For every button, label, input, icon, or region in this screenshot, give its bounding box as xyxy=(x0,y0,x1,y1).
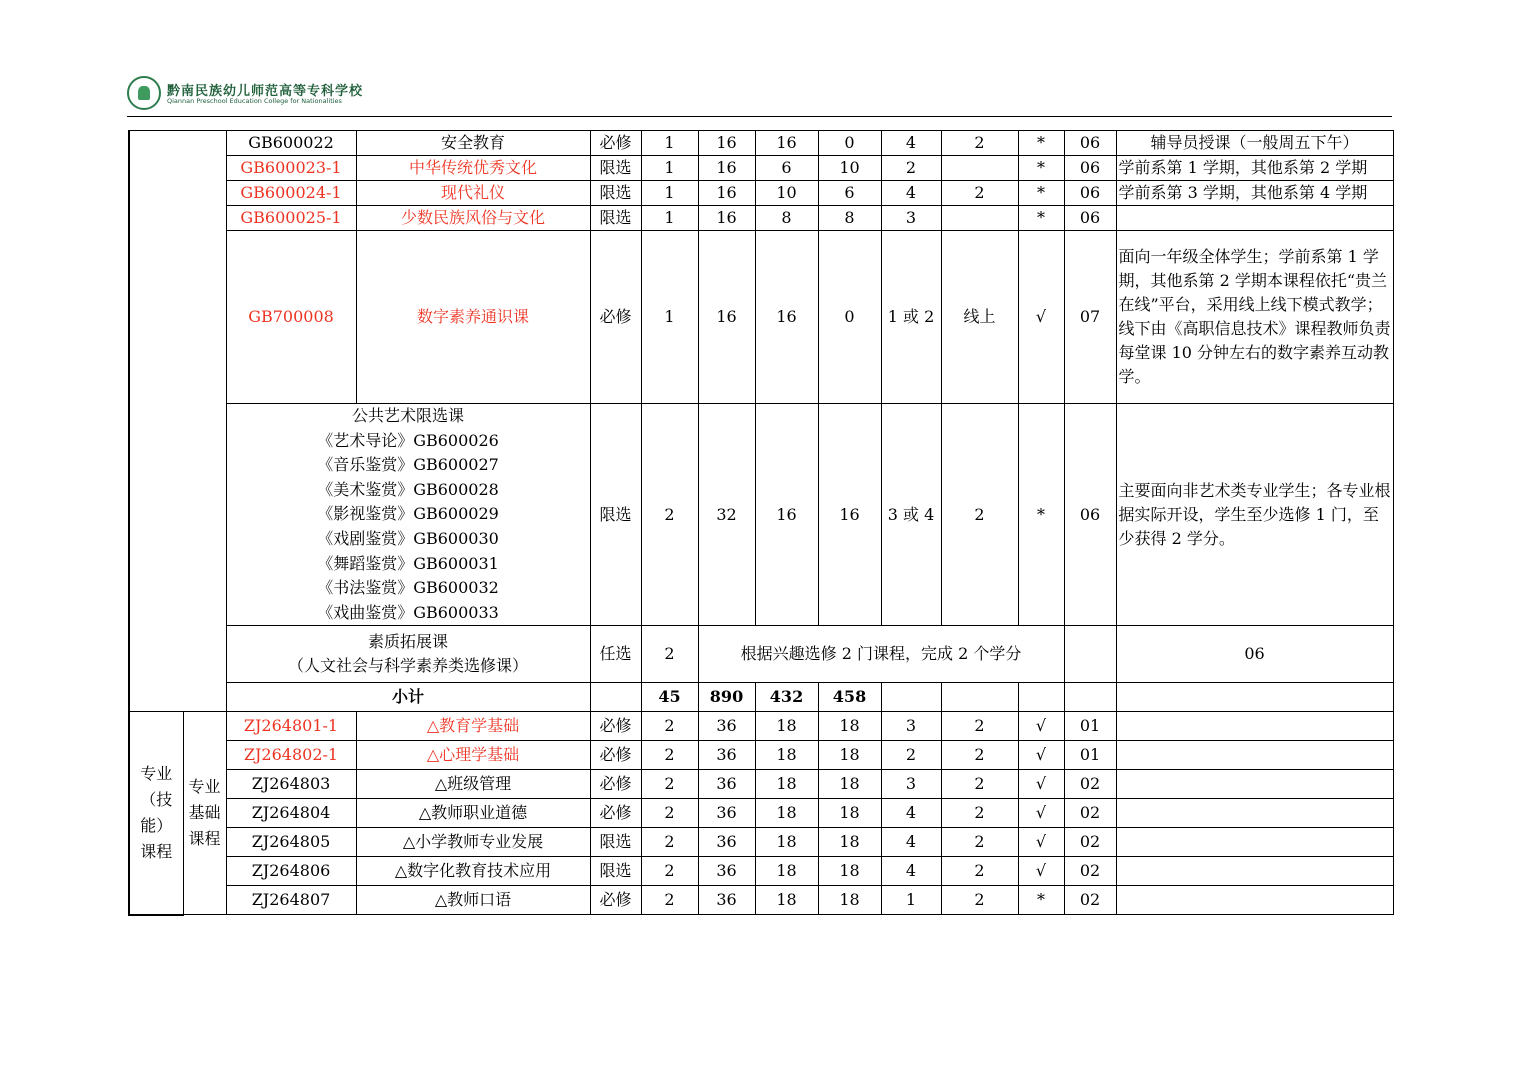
practice-hours: 10 xyxy=(818,156,881,181)
course-name: △教师职业道德 xyxy=(356,799,590,828)
semester: 3 xyxy=(881,206,941,231)
theory-hours: 16 xyxy=(755,131,818,156)
note: 主要面向非艺术类专业学生；各专业根据实际开设，学生至少选修 1 门，至少获得 2 学分。 xyxy=(1116,404,1393,626)
weekly-hours: 2 xyxy=(941,131,1018,156)
practice-hours: 18 xyxy=(818,712,881,741)
semester: 4 xyxy=(881,828,941,857)
art-item: 《书法鉴赏》GB600032 xyxy=(317,578,499,598)
theory-hours: 8 xyxy=(755,206,818,231)
credit: 1 xyxy=(641,131,698,156)
theory-hours: 18 xyxy=(755,712,818,741)
note: 辅导员授课（一般周五下午） xyxy=(1116,131,1393,156)
semester: 4 xyxy=(881,181,941,206)
dept-code: 06 xyxy=(1064,181,1116,206)
total-hours: 36 xyxy=(698,712,755,741)
course-code: ZJ264805 xyxy=(226,828,356,857)
category-cell-blank xyxy=(129,131,226,712)
course-type: 必修 xyxy=(590,799,641,828)
total-hours: 36 xyxy=(698,770,755,799)
total-hours: 36 xyxy=(698,857,755,886)
total-hours: 16 xyxy=(698,181,755,206)
art-title: 公共艺术限选课 xyxy=(351,406,464,425)
course-type: 必修 xyxy=(590,231,641,404)
total-hours: 36 xyxy=(698,828,755,857)
total-hours: 36 xyxy=(698,799,755,828)
subtotal-theory: 432 xyxy=(755,683,818,712)
subtotal-hours: 890 xyxy=(698,683,755,712)
semester: 1 xyxy=(881,886,941,915)
dept-code: 06 xyxy=(1064,156,1116,181)
credit: 2 xyxy=(641,770,698,799)
note xyxy=(1116,206,1393,231)
course-name: 安全教育 xyxy=(356,131,590,156)
subtotal-label: 小计 xyxy=(226,683,590,712)
table-row xyxy=(129,799,1393,828)
table-row xyxy=(129,626,1393,683)
weekly-hours: 2 xyxy=(941,857,1018,886)
subtotal-row xyxy=(129,683,1393,712)
note: 面向一年级全体学生；学前系第 1 学期，其他系第 2 学期本课程依托“贵兰在线”平台，采用线上线下模式教学；线下由《高职信息技术》课程教师负责每堂课 10 分钟左右的数字素养互动教学。 xyxy=(1116,231,1393,404)
school-name-en: Qiannan Preschool Education College for Nationalities xyxy=(167,97,342,105)
credit: 1 xyxy=(641,181,698,206)
course-code: GB600024-1 xyxy=(226,181,356,206)
credit: 2 xyxy=(641,886,698,915)
practice-hours: 0 xyxy=(818,231,881,404)
dept-code: 01 xyxy=(1064,712,1116,741)
course-name: △心理学基础 xyxy=(356,741,590,770)
credit: 2 xyxy=(641,404,698,626)
course-name: △教育学基础 xyxy=(356,712,590,741)
subtotal-credit: 45 xyxy=(641,683,698,712)
theory-hours: 18 xyxy=(755,799,818,828)
course-type: 限选 xyxy=(590,156,641,181)
semester: 4 xyxy=(881,131,941,156)
semester: 3 xyxy=(881,770,941,799)
course-type: 必修 xyxy=(590,770,641,799)
practice-hours: 16 xyxy=(818,404,881,626)
note: 学前系第 3 学期，其他系第 4 学期 xyxy=(1116,181,1393,206)
table-row xyxy=(129,828,1393,857)
course-type: 限选 xyxy=(590,206,641,231)
exam-mark: * xyxy=(1018,181,1064,206)
table-row xyxy=(129,886,1393,915)
practice-hours: 6 xyxy=(818,181,881,206)
course-name: 数字素养通识课 xyxy=(356,231,590,404)
theory-hours: 16 xyxy=(755,231,818,404)
exam-mark: * xyxy=(1018,131,1064,156)
course-name: △小学教师专业发展 xyxy=(356,828,590,857)
note xyxy=(1116,712,1393,741)
semester: 4 xyxy=(881,799,941,828)
note xyxy=(1116,799,1393,828)
quality-course-name xyxy=(226,626,590,683)
exam-mark: * xyxy=(1018,886,1064,915)
credit: 2 xyxy=(641,828,698,857)
practice-hours: 18 xyxy=(818,857,881,886)
theory-hours: 18 xyxy=(755,857,818,886)
weekly-hours: 2 xyxy=(941,712,1018,741)
exam-mark: √ xyxy=(1018,231,1064,404)
exam-mark: * xyxy=(1018,206,1064,231)
semester: 4 xyxy=(881,857,941,886)
note xyxy=(1116,741,1393,770)
practice-hours: 18 xyxy=(818,886,881,915)
total-hours: 16 xyxy=(698,206,755,231)
dept-code: 06 xyxy=(1064,206,1116,231)
art-course-list xyxy=(226,404,590,626)
total-hours: 32 xyxy=(698,404,755,626)
school-name: 黔南民族幼儿师范高等专科学校 xyxy=(167,84,364,99)
note xyxy=(1116,828,1393,857)
exam-mark: √ xyxy=(1018,799,1064,828)
course-type: 必修 xyxy=(590,886,641,915)
weekly-hours xyxy=(941,156,1018,181)
quality-title: 素质拓展课 xyxy=(367,632,448,652)
exam-mark: √ xyxy=(1018,857,1064,886)
table-row xyxy=(129,131,1393,156)
table-row xyxy=(129,156,1393,181)
art-item: 《音乐鉴赏》GB600027 xyxy=(317,455,499,475)
course-type: 任选 xyxy=(590,626,641,683)
course-type: 必修 xyxy=(590,741,641,770)
course-code: ZJ264806 xyxy=(226,857,356,886)
quality-subtitle: （人文社会与科学素养类选修课） xyxy=(287,656,528,676)
dept-code: 07 xyxy=(1064,231,1116,404)
group-label: 专业基础课程 xyxy=(183,712,226,915)
course-code: GB600025-1 xyxy=(226,206,356,231)
theory-hours: 18 xyxy=(755,828,818,857)
table-row xyxy=(129,404,1393,626)
weekly-hours: 2 xyxy=(941,886,1018,915)
empty-cell xyxy=(1018,683,1064,712)
art-item: 《艺术导论》GB600026 xyxy=(317,430,499,450)
semester: 2 xyxy=(881,741,941,770)
dept-code: 02 xyxy=(1064,770,1116,799)
table-row xyxy=(129,770,1393,799)
credit: 2 xyxy=(641,799,698,828)
course-code: ZJ264802-1 xyxy=(226,741,356,770)
dept-code: 02 xyxy=(1064,886,1116,915)
course-code: GB600022 xyxy=(226,131,356,156)
course-type: 限选 xyxy=(590,404,641,626)
dept-code: 02 xyxy=(1064,799,1116,828)
table-row xyxy=(129,231,1393,404)
course-name: 现代礼仪 xyxy=(356,181,590,206)
art-item: 《戏剧鉴赏》GB600030 xyxy=(317,528,499,548)
course-code: GB700008 xyxy=(226,231,356,404)
semester: 2 xyxy=(881,156,941,181)
weekly-hours: 2 xyxy=(941,828,1018,857)
practice-hours: 18 xyxy=(818,828,881,857)
semester: 3 或 4 xyxy=(881,404,941,626)
total-hours: 16 xyxy=(698,131,755,156)
credit: 2 xyxy=(641,626,698,683)
course-type: 限选 xyxy=(590,828,641,857)
table-row xyxy=(129,181,1393,206)
theory-hours: 6 xyxy=(755,156,818,181)
total-hours: 36 xyxy=(698,741,755,770)
table-row xyxy=(129,857,1393,886)
semester: 1 或 2 xyxy=(881,231,941,404)
page-header xyxy=(127,72,1392,117)
credit: 2 xyxy=(641,741,698,770)
exam-mark xyxy=(1064,626,1116,683)
course-code: GB600023-1 xyxy=(226,156,356,181)
course-name: △班级管理 xyxy=(356,770,590,799)
table-row xyxy=(129,206,1393,231)
art-item: 《美术鉴赏》GB600028 xyxy=(317,479,499,499)
note xyxy=(1116,770,1393,799)
course-code: ZJ264803 xyxy=(226,770,356,799)
empty-cell xyxy=(1116,683,1393,712)
exam-mark: √ xyxy=(1018,741,1064,770)
quality-description: 根据兴趣选修 2 门课程，完成 2 个学分 xyxy=(698,626,1064,683)
credit: 1 xyxy=(641,156,698,181)
theory-hours: 18 xyxy=(755,886,818,915)
course-code: ZJ264804 xyxy=(226,799,356,828)
total-hours: 16 xyxy=(698,231,755,404)
weekly-hours xyxy=(941,206,1018,231)
note: 学前系第 1 学期，其他系第 2 学期 xyxy=(1116,156,1393,181)
exam-mark: * xyxy=(1018,404,1064,626)
course-type: 必修 xyxy=(590,131,641,156)
course-name: △教师口语 xyxy=(356,886,590,915)
theory-hours: 18 xyxy=(755,770,818,799)
practice-hours: 8 xyxy=(818,206,881,231)
weekly-hours: 2 xyxy=(941,404,1018,626)
theory-hours: 18 xyxy=(755,741,818,770)
total-hours: 16 xyxy=(698,156,755,181)
dept-code: 06 xyxy=(1064,404,1116,626)
table-row xyxy=(129,712,1393,741)
practice-hours: 18 xyxy=(818,799,881,828)
course-name: △数字化教育技术应用 xyxy=(356,857,590,886)
empty-cell xyxy=(941,683,1018,712)
art-item: 《戏曲鉴赏》GB600033 xyxy=(317,602,499,622)
empty-cell xyxy=(1064,683,1116,712)
exam-mark: √ xyxy=(1018,828,1064,857)
dept-code: 02 xyxy=(1064,828,1116,857)
practice-hours: 0 xyxy=(818,131,881,156)
course-name: 少数民族风俗与文化 xyxy=(356,206,590,231)
total-hours: 36 xyxy=(698,886,755,915)
art-item: 《影视鉴赏》GB600029 xyxy=(317,504,499,524)
course-type: 必修 xyxy=(590,712,641,741)
weekly-hours: 2 xyxy=(941,799,1018,828)
weekly-hours: 2 xyxy=(941,741,1018,770)
theory-hours: 16 xyxy=(755,404,818,626)
dept-code: 02 xyxy=(1064,857,1116,886)
semester: 3 xyxy=(881,712,941,741)
theory-hours: 10 xyxy=(755,181,818,206)
weekly-hours: 线上 xyxy=(941,231,1018,404)
weekly-hours: 2 xyxy=(941,770,1018,799)
curriculum-table xyxy=(128,130,1394,916)
course-name: 中华传统优秀文化 xyxy=(356,156,590,181)
credit: 1 xyxy=(641,206,698,231)
weekly-hours: 2 xyxy=(941,181,1018,206)
table-row xyxy=(129,741,1393,770)
credit: 1 xyxy=(641,231,698,404)
exam-mark: √ xyxy=(1018,770,1064,799)
art-item: 《舞蹈鉴赏》GB600031 xyxy=(317,553,499,573)
empty-cell xyxy=(881,683,941,712)
school-logo-icon xyxy=(127,76,161,110)
course-type: 限选 xyxy=(590,181,641,206)
credit: 2 xyxy=(641,857,698,886)
practice-hours: 18 xyxy=(818,741,881,770)
course-code: ZJ264807 xyxy=(226,886,356,915)
subtotal-practice: 458 xyxy=(818,683,881,712)
note xyxy=(1116,886,1393,915)
note xyxy=(1116,857,1393,886)
exam-mark: √ xyxy=(1018,712,1064,741)
category-label: 专业（技能）课程 xyxy=(129,712,183,915)
dept-code: 06 xyxy=(1116,626,1393,683)
course-type xyxy=(590,683,641,712)
course-type: 限选 xyxy=(590,857,641,886)
course-code: ZJ264801-1 xyxy=(226,712,356,741)
dept-code: 01 xyxy=(1064,741,1116,770)
exam-mark: * xyxy=(1018,156,1064,181)
dept-code: 06 xyxy=(1064,131,1116,156)
credit: 2 xyxy=(641,712,698,741)
practice-hours: 18 xyxy=(818,770,881,799)
